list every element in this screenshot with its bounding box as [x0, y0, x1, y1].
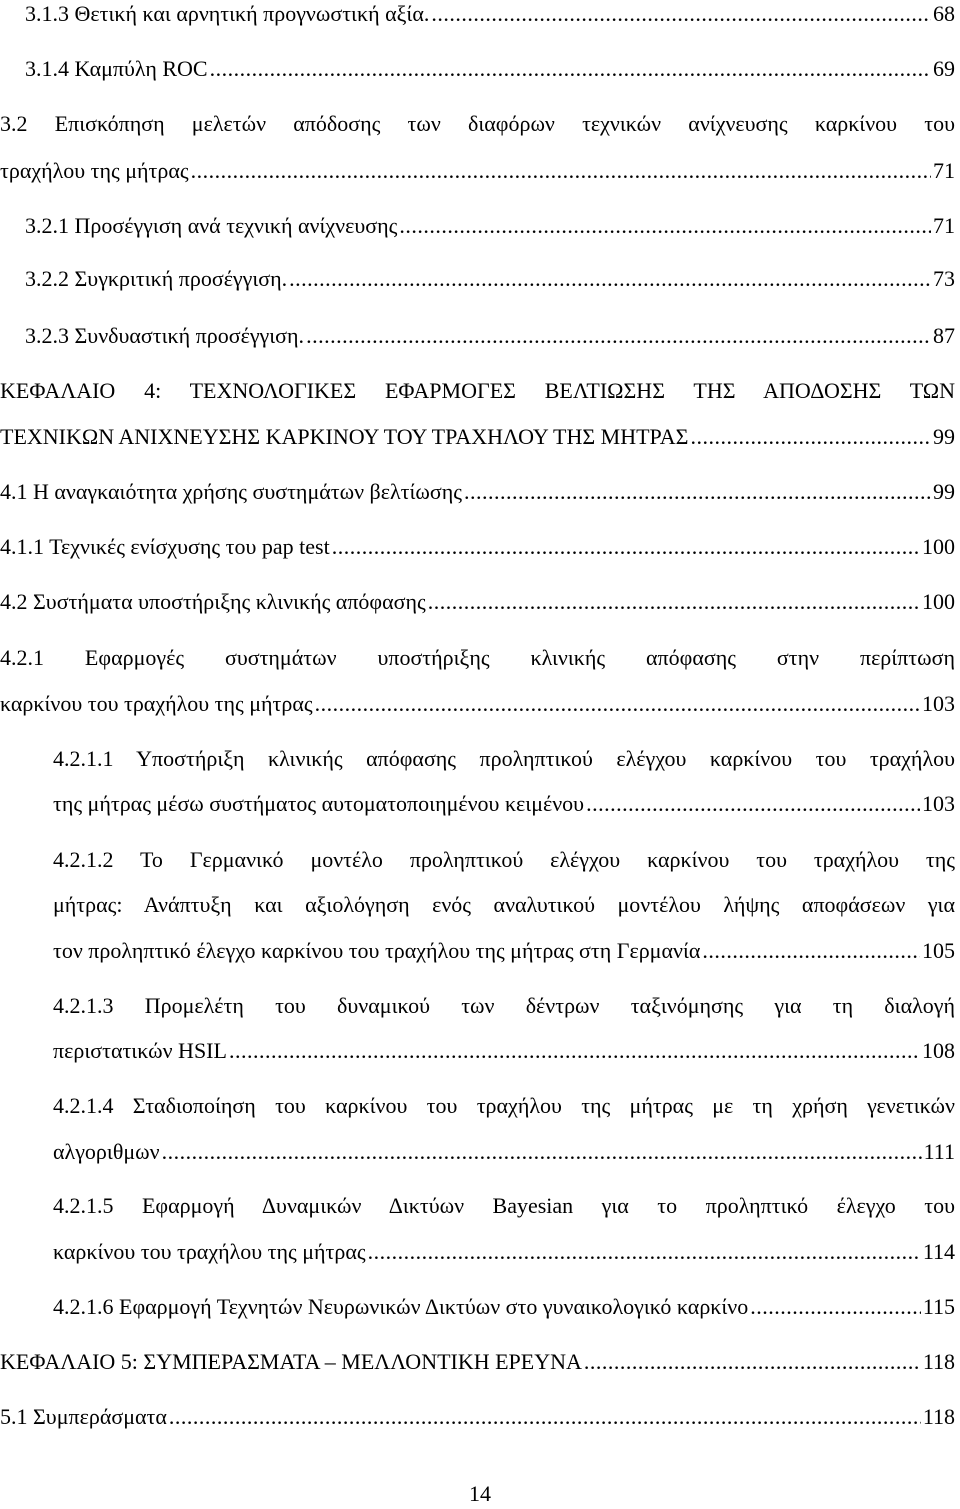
toc-entry-4-2-1-3-line1[interactable]: 4.2.1.3 Προμελέτη του δυναμικού των δέντρων ταξινόμησης για τη διαλογή: [53, 993, 955, 1018]
toc-entry-4-1[interactable]: [0, 474, 955, 510]
toc-entry-page: 99: [933, 479, 955, 504]
leader-dots: [332, 529, 920, 565]
leader-dots: [315, 686, 920, 722]
toc-entry-4-2-1-line1[interactable]: 4.2.1 Εφαρμογές συστημάτων υποστήριξης κλινικής απόφασης στην περίπτωση: [0, 645, 955, 670]
toc-entry-title: καρκίνου του τραχήλου της μήτρας: [0, 691, 313, 716]
toc-entry-page: 68: [933, 1, 955, 26]
toc-entry-page: 115: [922, 1294, 955, 1319]
toc-entry-page: 111: [923, 1139, 955, 1164]
toc-entry-page: 118: [922, 1349, 955, 1374]
toc-entry-title: 3.2.1 Προσέγγιση ανά τεχνική ανίχνευσης: [25, 213, 398, 238]
leader-dots: [210, 51, 931, 87]
toc-entry-4-2-1-4[interactable]: [53, 1134, 955, 1170]
toc-entry-title: της μήτρας μέσω συστήματος αυτοματοποιημένου κειμένου: [53, 791, 585, 816]
toc-entry-title: 4.1 Η αναγκαιότητα χρήσης συστημάτων βελτίωσης: [0, 479, 462, 504]
toc-entry-page: 118: [922, 1404, 955, 1429]
toc-entry-title: 4.1.1 Τεχνικές ενίσχυσης του pap test: [0, 534, 330, 559]
leader-dots: [229, 1033, 920, 1069]
leader-dots: [584, 1344, 921, 1380]
toc-entry-3-1-3[interactable]: [25, 0, 955, 32]
toc-entry-4-2-1-2[interactable]: [53, 933, 955, 969]
toc-entry-4-2[interactable]: [0, 584, 955, 620]
toc-entry-4-2-1-5[interactable]: [53, 1234, 955, 1270]
leader-dots: [690, 419, 931, 455]
toc-entry-page: 99: [933, 424, 955, 449]
toc-entry-chapter-4-line1[interactable]: ΚΕΦΑΛΑΙΟ 4: ΤΕΧΝΟΛΟΓΙΚΕΣ ΕΦΑΡΜΟΓΕΣ ΒΕΛΤΙΩΣΗΣ ΤΗΣ ΑΠΟΔΟΣΗΣ ΤΩΝ: [0, 378, 955, 403]
toc-entry-title: ΤΕΧΝΙΚΩΝ ΑΝΙΧΝΕΥΣΗΣ ΚΑΡΚΙΝΟΥ ΤΟΥ ΤΡΑΧΗΛΟΥ ΤΗΣ ΜΗΤΡΑΣ: [0, 424, 689, 449]
toc-entry-title: 3.2.3 Συνδυαστική προσέγγιση.: [25, 323, 305, 348]
toc-entry-title: 5.1 Συμπεράσματα: [0, 1404, 167, 1429]
toc-entry-title: τον προληπτικό έλεγχο καρκίνου του τραχήλου της μήτρας στη Γερμανία: [53, 938, 701, 963]
leader-dots: [368, 1234, 921, 1270]
toc-entry-page: 71: [933, 213, 955, 238]
leader-dots: [306, 318, 931, 354]
toc-entry-title: 3.2.2 Συγκριτική προσέγγιση.: [25, 266, 288, 291]
leader-dots: [702, 933, 920, 969]
toc-entry-page: 108: [922, 1038, 955, 1063]
toc-entry-4-2-1-3[interactable]: [53, 1033, 955, 1069]
toc-entry-page: 105: [922, 938, 955, 963]
toc-entry-3-1-4[interactable]: [25, 51, 955, 87]
leader-dots: [162, 1134, 922, 1170]
leader-dots: [169, 1399, 921, 1435]
toc-entry-page: 103: [922, 691, 955, 716]
leader-dots: [431, 0, 931, 32]
leader-dots: [464, 474, 931, 510]
toc-entry-5-1[interactable]: [0, 1399, 955, 1435]
toc-entry-4-2-1-1-line1[interactable]: 4.2.1.1 Υποστήριξη κλινικής απόφασης προληπτικού ελέγχου καρκίνου του τραχήλου: [53, 746, 955, 771]
toc-entry-3-2[interactable]: [0, 153, 955, 189]
toc-entry-title: καρκίνου του τραχήλου της μήτρας: [53, 1239, 366, 1264]
toc-entry-4-2-1-5-line1[interactable]: 4.2.1.5 Εφαρμογή Δυναμικών Δικτύων Bayesian για το προληπτικό έλεγχο του: [53, 1193, 955, 1218]
toc-entry-4-2-1-2-line2[interactable]: μήτρας: Ανάπτυξη και αξιολόγηση ενός αναλυτικού μοντέλου λήψης αποφάσεων για: [53, 892, 955, 917]
page-number: 14: [469, 1481, 491, 1506]
toc-entry-3-2-line1[interactable]: 3.2 Επισκόπηση μελετών απόδοσης των διαφόρων τεχνικών ανίχνευσης καρκίνου του: [0, 111, 955, 136]
toc-entry-4-2-1-1[interactable]: [53, 786, 955, 822]
toc-entry-4-2-1-4-line1[interactable]: 4.2.1.4 Σταδιοποίηση του καρκίνου του τραχήλου της μήτρας με τη χρήση γενετικών: [53, 1093, 955, 1118]
leader-dots: [750, 1289, 921, 1325]
toc-entry-3-2-1[interactable]: [25, 208, 955, 244]
toc-entry-3-2-3[interactable]: [25, 318, 955, 354]
toc-entry-page: 100: [922, 589, 955, 614]
leader-dots: [586, 786, 920, 822]
leader-dots: [191, 153, 931, 189]
toc-entry-title: 4.2 Συστήματα υποστήριξης κλινικής απόφασης: [0, 589, 426, 614]
toc-entry-4-2-1-2-line1[interactable]: 4.2.1.2 Το Γερμανικό μοντέλο προληπτικού ελέγχου καρκίνου του τραχήλου της: [53, 847, 955, 872]
toc-entry-3-2-2[interactable]: [25, 261, 955, 297]
toc-entry-title: ΚΕΦΑΛΑΙΟ 5: ΣΥΜΠΕΡΑΣΜΑΤΑ – ΜΕΛΛΟΝΤΙΚΗ ΕΡΕΥΝΑ: [0, 1349, 582, 1374]
toc-entry-4-1-1[interactable]: [0, 529, 955, 565]
toc-entry-title: 4.2.1.6 Εφαρμογή Τεχνητών Νευρωνικών Δικτύων στο γυναικολογικό καρκίνο: [53, 1294, 749, 1319]
toc-entry-page: 73: [933, 266, 955, 291]
toc-entry-chapter-4[interactable]: [0, 419, 955, 455]
toc-entry-4-2-1[interactable]: [0, 686, 955, 722]
toc-entry-4-2-1-6[interactable]: [53, 1289, 955, 1325]
leader-dots: [289, 261, 931, 297]
toc-entry-page: 71: [933, 158, 955, 183]
toc-entry-chapter-5[interactable]: [0, 1344, 955, 1380]
toc-entry-title: 3.1.3 Θετική και αρνητική προγνωστική αξία.: [25, 1, 430, 26]
leader-dots: [399, 208, 931, 244]
toc-entry-title: 3.1.4 Καμπύλη ROC: [25, 56, 208, 81]
toc-entry-page: 103: [922, 791, 955, 816]
leader-dots: [428, 584, 920, 620]
toc-entry-title: τραχήλου της μήτρας: [0, 158, 189, 183]
toc-entry-page: 100: [922, 534, 955, 559]
toc-entry-title: περιστατικών HSIL: [53, 1038, 227, 1063]
toc-entry-page: 87: [933, 323, 955, 348]
toc-entry-page: 69: [933, 56, 955, 81]
toc-entry-title: αλγοριθμων: [53, 1139, 160, 1164]
toc-entry-page: 114: [922, 1239, 955, 1264]
